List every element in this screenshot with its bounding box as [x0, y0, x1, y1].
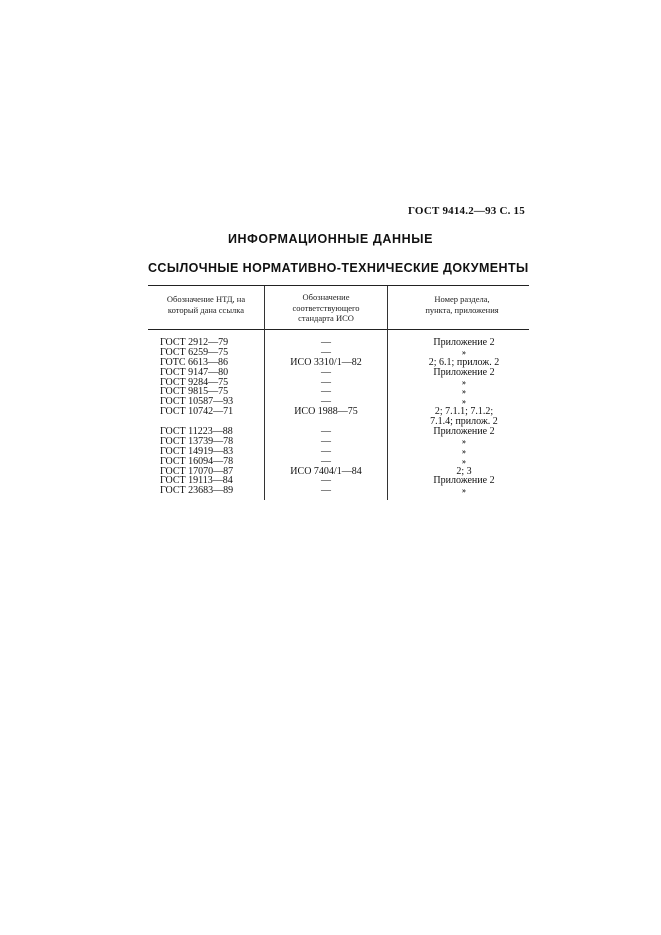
table-cell-ntd: ГОСТ 19113—84: [160, 475, 233, 487]
table-cell-iso: —: [321, 386, 331, 398]
table-cell-iso: —: [321, 426, 331, 438]
column-section: [389, 338, 539, 496]
table-cell-iso: ИСО 7404/1—84: [290, 465, 362, 477]
header-line: Обозначение: [302, 292, 350, 302]
table-cell-ntd: ГОСТ 10742—71: [160, 406, 234, 418]
section-title: ИНФОРМАЦИОННЫЕ ДАННЫЕ: [227, 232, 434, 246]
table-header-rule: [148, 329, 529, 330]
table-cell-iso: —: [321, 475, 331, 487]
table-cell-iso: —: [321, 445, 331, 457]
table-cell-iso: —: [321, 455, 331, 467]
table-cell-ntd: ГОСТ 17070—87: [160, 465, 234, 477]
table-cell-section: 2; 7.1.1; 7.1.2;: [434, 406, 494, 418]
table-cell-iso: —: [321, 376, 331, 388]
header-line: Обозначение НТД, на: [166, 294, 246, 304]
table-cell-ntd: ГОТС 6613—86: [160, 356, 229, 368]
table-column-divider-2: [387, 286, 388, 500]
table-cell-section: Приложение 2: [433, 426, 495, 438]
table-cell-iso: —: [321, 366, 331, 378]
page-header: ГОСТ 9414.2—93 С. 15: [408, 205, 525, 217]
table-cell-ntd: ГОСТ 23683—89: [160, 485, 234, 497]
table-cell-section: Приложение 2: [433, 475, 495, 487]
table-cell-section: »: [462, 377, 466, 387]
table-cell-section: Приложение 2: [433, 337, 495, 348]
table-cell-section: »: [462, 347, 466, 357]
header-line: пункта, приложения: [425, 304, 499, 315]
table-cell-ntd: ГОСТ 11223—88: [160, 426, 233, 438]
table-header-ntd: [148, 294, 264, 315]
table-cell-iso: —: [321, 485, 331, 497]
table-cell-section: 2; 3: [456, 465, 472, 477]
table-cell-section: »: [462, 387, 466, 397]
table-cell-section: »: [462, 456, 466, 466]
column-iso: [266, 338, 386, 496]
table-cell-iso: —: [321, 396, 331, 408]
table-cell-ntd: ГОСТ 9815—75: [160, 386, 229, 398]
table-cell-iso: —: [321, 337, 331, 348]
table-cell-ntd: ГОСТ 2912—79: [160, 337, 229, 348]
column-ntd: [160, 338, 233, 496]
table-cell-section: »: [462, 436, 466, 446]
header-line: Номер раздела,: [434, 294, 490, 304]
header-line: соответствующего: [292, 302, 360, 313]
table-cell-ntd: ГОСТ 6259—75: [160, 346, 229, 358]
header-line: стандарта ИСО: [298, 313, 354, 323]
table-cell-section: »: [462, 446, 466, 456]
table-cell-ntd: ГОСТ 9284—75: [160, 376, 229, 388]
table-header-iso: [265, 292, 387, 324]
table-top-rule: [148, 285, 529, 286]
table-cell-iso: —: [321, 346, 331, 358]
table-cell-section-continued: 7.1.4; прилож. 2: [430, 416, 498, 428]
section-subtitle: ССЫЛОЧНЫЕ НОРМАТИВНО-ТЕХНИЧЕСКИЕ ДОКУМЕНТЫ: [148, 261, 529, 275]
table-cell-ntd: ГОСТ 9147—80: [160, 366, 229, 378]
table-cell-ntd: ГОСТ 14919—83: [160, 445, 234, 457]
table-cell-section: »: [462, 486, 466, 496]
table-cell-ntd: ГОСТ 10587—93: [160, 396, 234, 408]
table-cell-section: Приложение 2: [433, 366, 495, 378]
table-cell-section: 2; 6.1; прилож. 2: [428, 356, 500, 368]
header-line: который дана ссылка: [167, 304, 245, 315]
table-cell-ntd: ГОСТ 16094—78: [160, 455, 234, 467]
table-cell-iso: ИСО 3310/1—82: [290, 356, 362, 368]
table-header-section: [388, 294, 536, 315]
table-cell-iso: ИСО 1988—75: [294, 406, 358, 418]
table-cell-ntd: ГОСТ 13739—78: [160, 435, 234, 447]
table-cell-section: »: [462, 397, 466, 407]
table-cell-iso: —: [321, 435, 331, 447]
